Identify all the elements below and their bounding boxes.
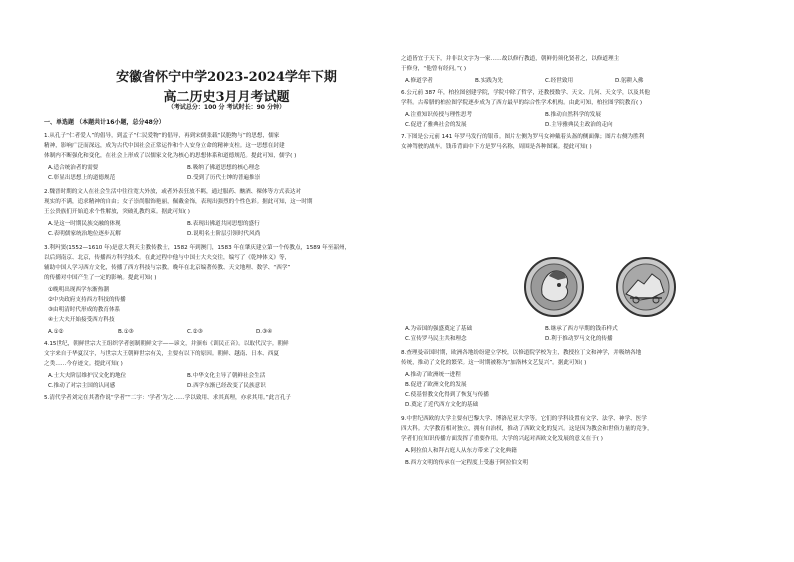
- right-option: A.注重知识传授与理性思考: [405, 112, 473, 118]
- right-text-line: 8.查理曼帝国时期，欧洲各地纷纷建立学校，以修道院学校为主，教授拉丁文和神学，并吸纳各地: [401, 350, 642, 356]
- left-option: C.推动了对宗主国的认同感: [48, 383, 116, 389]
- right-option: D.利于推动罗马文化的传播: [545, 336, 613, 342]
- left-text-line: 文字来自于华夏汉字，与世宗大王朝鲜世宗有关，主要有以下的原因。朝鲜、越南、日本、西夏: [44, 351, 279, 357]
- right-option: C.经世致用: [545, 78, 574, 84]
- left-option: ②中央政府支持西方科技的传播: [48, 297, 126, 303]
- left-option: B.表现出佛道共同思想的盛行: [187, 221, 260, 227]
- right-option: A.修道学者: [405, 78, 433, 84]
- left-text-line: 精神，影响广泛而深远，成为古代中国社会正常运作和个人安身立命的精神支柱。这一思想在封建: [44, 143, 285, 149]
- left-option: C.②③: [187, 329, 203, 335]
- left-text-line: 5.清代学者刘完在其著作说“学者”“二字：‘学者’为之……学以致用、求其真理，亦求其用。”此言孔子: [44, 395, 292, 401]
- exam-title-line2: 高二历史3月月考试题: [163, 90, 290, 105]
- coin-image: [512, 254, 692, 320]
- left-option: D.③④: [256, 329, 273, 335]
- section-title: 一、单选题 （本题共计16小题，总分48分）: [44, 119, 165, 126]
- left-option: D.说明名士阶层引领时代风尚: [187, 231, 261, 237]
- right-text-line: 7.下图是公元前 141 年罗马发行的银币。图片左侧为罗马女神戴着头盔的侧面像；图片右侧为胜利: [401, 134, 645, 140]
- right-option: D.主导雅典民主政治的走向: [545, 122, 613, 128]
- right-text-line: 传统，推动了文化的繁荣。这一时期被称为“加洛林文艺复兴”。据此可知( ): [401, 360, 587, 366]
- right-option: A.推动了欧洲统一进程: [405, 372, 461, 378]
- right-text-line: 学者们在知识传播方面发挥了重要作用。大学的兴起对西欧文化发展的意义在于( ): [401, 436, 603, 442]
- left-text-line: 3.利玛窦(1552—1610 年)是意大利天主教传教士，1582 年到澳门，1583 年在肇庆建立第一个传教点，1589 年至韶州，: [44, 245, 351, 251]
- left-option: D.受到了历代士绅的普遍推崇: [187, 175, 261, 181]
- left-text-line: 王公贵族们开始追求个性解放，突破礼教约束。据此可知( ): [44, 209, 190, 215]
- left-option: B.中华文化主导了朝鲜社会生活: [187, 373, 266, 379]
- right-option: B.促进了欧洲文化的发展: [405, 382, 467, 388]
- left-option: A.士大夫阶层维护汉文化的地位: [48, 373, 127, 379]
- left-option: ④士大夫开始接受西方科技: [48, 317, 115, 323]
- left-text-line: 4.15世纪，朝鲜世宗大王组织学者创制朝鲜文字——谚文，并颁布《训民正音》。以取代汉字。朝鲜: [44, 341, 289, 347]
- right-text-line: 9.中世纪西欧的大学主要有巴黎大学、博洛尼亚大学等。它们的学科设置有文学、法学、神学、医学: [401, 416, 647, 422]
- right-option: C.使基督教文化得到了恢复与传播: [405, 392, 489, 398]
- left-option: ③由明清时代形成的教育体系: [48, 307, 121, 313]
- left-option: C.彰显出思想上的道德规范: [48, 175, 116, 181]
- left-text-line: 1.从孔子“仁者爱人”的倡导，到孟子“仁民爱物”的倡导，再到宋儒张载“民胞物与”的思想，儒家: [44, 133, 280, 139]
- left-option: B.①③: [118, 329, 134, 335]
- left-text-line: 之类……今存迹文。提此可知( ): [44, 361, 123, 367]
- left-text-line: 体制内不断强化和变化，在社会上形成了以儒家文化为核心的思想体系和道德规范。提此可知，儒学( ): [44, 153, 297, 159]
- right-text-line: 于修身，“他曾有经问。”( ): [401, 66, 467, 72]
- left-option: A.①②: [48, 329, 64, 335]
- left-text-line: 辅助中国人学习西方文化，传播了西方科技与宗教。晚年在北京编著传教、天文地理、数学、“西学”: [44, 265, 291, 271]
- right-text-line: 四大科。大学教育相对独立，拥有自治权，推动了西欧文化的复兴。这是因为教会和世俗力量的竞争，: [401, 426, 653, 432]
- right-option: B.实践为先: [475, 78, 503, 84]
- right-option: A.阿拉伯人和拜占庭人从东方带来了文化典籍: [405, 448, 517, 454]
- right-option: B.西方文明的传承在一定程度上受惠于阿拉伯文明: [405, 460, 529, 466]
- right-text-line: 6.公元前 387 年，柏拉图创建学院，学院中除了哲学，还教授数学、天文、几何、天文学，以及其他: [401, 90, 650, 96]
- left-text-line: 2.魏晋时期的文人在社会生活中往往宽大外放，或者外表狂放不羁，通过服药、酗酒、裸体等方式表达对: [44, 189, 302, 195]
- left-option: B.吸纳了佛道思想的核心理念: [187, 165, 260, 171]
- left-option: A.适合统治者的需要: [48, 165, 99, 171]
- right-text-line: 学科。古希腊的柏拉图学院逐步成为了西方最早的综合性学术机构。由此可知，柏拉图学院教育( ): [401, 100, 643, 106]
- left-text-line: 以后到南京、北京，传播西方科学技术。在此过程中他与中国士大夫交往，编写了《乾坤体义》等，: [44, 255, 291, 261]
- exam-meta: （考试总分：100 分 考试时长：90 分钟）: [167, 104, 286, 111]
- right-option: C.宣传罗马民主共和理念: [405, 336, 467, 342]
- left-option: C.表明儒家统治地位逐步瓦解: [48, 231, 121, 237]
- left-text-line: 的传播对中国产生了一定的影响。提此可知( ): [44, 275, 157, 281]
- left-option: A.是这一时期民族交融的体现: [48, 221, 121, 227]
- right-option: D.奠定了近代西方文化的基础: [405, 402, 479, 408]
- left-option: ①晚明出现西学东渐热潮: [48, 287, 109, 293]
- right-text-line: 女神驾驶的战车。钱币背面中下方是罗马名称，周围是各种图案。提此可知( ): [401, 144, 592, 150]
- right-option: C.促进了雅典社会的发展: [405, 122, 467, 128]
- right-option: B.继承了西方早期的钱币样式: [545, 326, 618, 332]
- right-text-line: 之道皆宜于天下，并非以文字为一家……故以修行教道，朝鲜仍须化贤者之，以修道理主: [401, 56, 620, 62]
- right-option: B.推动自然科学的发展: [545, 112, 601, 118]
- right-option: A.为帝国的强盛奠定了基础: [405, 326, 473, 332]
- right-option: D.躬耕入佛: [615, 78, 644, 84]
- exam-title-line1: 安徽省怀宁中学2023-2024学年下期: [116, 70, 337, 85]
- left-text-line: 现实的不满，追求精神的自由；女子崇尚服饰艳丽，佩戴金饰，表现出强烈的个性色彩。据此可知，这一时期: [44, 199, 313, 205]
- left-option: D.西学东渐已经改变了民族意识: [187, 383, 266, 389]
